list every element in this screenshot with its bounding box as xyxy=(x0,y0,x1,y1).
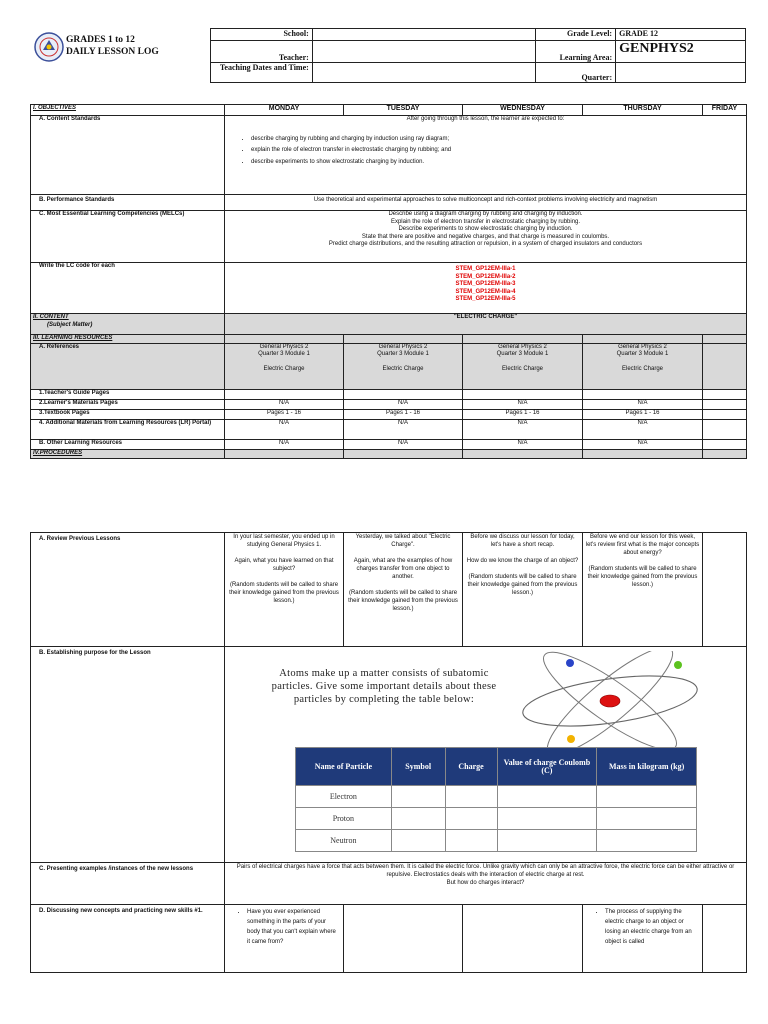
particle-header: Mass in kilogram (kg) xyxy=(597,748,697,786)
particle-header: Symbol xyxy=(391,748,445,786)
procedures-section: IV.PROCEDURES xyxy=(31,449,225,458)
lm-value: N/A xyxy=(344,399,463,409)
day-tuesday: TUESDAY xyxy=(344,105,463,116)
other-value: N/A xyxy=(583,439,703,449)
header-table xyxy=(210,28,746,83)
melc-label: C. Most Essential Learning Competencies (MELCs) xyxy=(31,211,225,263)
deped-logo xyxy=(34,32,64,62)
tg-label: 1.Teacher's Guide Pages xyxy=(31,389,225,399)
electron-dot xyxy=(674,661,682,669)
addl-value: N/A xyxy=(583,419,703,439)
teacher-field[interactable] xyxy=(312,41,535,63)
particle-mass-cell[interactable] xyxy=(597,786,697,808)
day-friday: FRIDAY xyxy=(703,105,747,116)
lc-code: STEM_GP12EM-IIIa-5 xyxy=(455,296,516,302)
melc-line: Explain the role of electron transfer in electrostatic charging by rubbing. xyxy=(390,218,581,225)
melc-cell xyxy=(225,211,747,263)
particle-header: Name of Particle xyxy=(296,748,392,786)
particle-value-cell[interactable] xyxy=(497,786,597,808)
ref-thursday xyxy=(583,343,703,389)
doc-title-line2: DAILY LESSON LOG xyxy=(66,47,159,57)
lc-code-label: Write the LC code for each xyxy=(31,263,225,314)
tb-value: Pages 1 - 16 xyxy=(225,409,344,419)
electron-dot xyxy=(566,659,574,667)
lesson-log-table xyxy=(30,104,747,459)
dates-field[interactable] xyxy=(312,63,535,83)
review-text: Yesterday, we talked about "Electric Charge". xyxy=(355,534,451,548)
lc-code: STEM_GP12EM-IIIa-1 xyxy=(455,266,516,272)
review-text: Again, what are the examples of how charges transfer from one object to another. xyxy=(353,558,453,580)
ref-wednesday xyxy=(463,343,583,389)
content-bullet: • describe charging by rubbing and charging by induction using ray diagram; xyxy=(251,136,746,144)
particle-table xyxy=(295,747,697,852)
review-text: (Random students will be called to share their knowledge gained from the previous lesson.) xyxy=(467,574,578,596)
examples-question: But how do charges interact? xyxy=(446,880,525,886)
performance-label: B. Performance Standards xyxy=(31,195,225,211)
tb-value: Pages 1 - 16 xyxy=(583,409,703,419)
objectives-section: I. OBJECTIVES xyxy=(31,105,225,116)
review-text: (Random students will be called to share their knowledge gained from the previous lesson.) xyxy=(229,582,339,604)
lm-value: N/A xyxy=(463,399,583,409)
melc-line: Describe experiments to show electrostatic charging by induction. xyxy=(398,226,573,232)
doc-title-line1: GRADES 1 to 12 xyxy=(66,35,135,45)
school-label: School: xyxy=(211,29,313,41)
lc-codes-cell xyxy=(225,263,747,314)
purpose-prompt: Atoms make up a matter consists of subatomic particles. Give some important details about these particles by completing the table below: xyxy=(271,668,497,705)
other-value: N/A xyxy=(225,439,344,449)
ref-line: General Physics 2 xyxy=(378,343,428,350)
grade-level-label: Grade Level: xyxy=(536,29,616,41)
particle-charge-cell[interactable] xyxy=(445,830,497,852)
learning-area-value[interactable]: GENPHYS2 xyxy=(616,41,746,63)
content-intro: After going through this lesson, the learner are expected to: xyxy=(406,116,565,122)
ref-line: General Physics 2 xyxy=(618,343,667,350)
resources-section: III. LEARNING RESOURCES xyxy=(31,335,225,344)
review-text: Again, what you have learned on that subject? xyxy=(234,558,334,572)
ref-line: General Physics 2 xyxy=(259,343,309,350)
particle-mass-cell[interactable] xyxy=(597,808,697,830)
ref-monday xyxy=(225,343,344,389)
examples-label: C. Presenting examples /instances of the new lessons xyxy=(31,863,225,905)
content-bullet: • explain the role of electron transfer in electrostatic charging by rubbing; and xyxy=(251,147,746,155)
lc-code: STEM_GP12EM-IIIa-4 xyxy=(455,288,516,295)
particle-value-cell[interactable] xyxy=(497,808,597,830)
purpose-cell xyxy=(225,647,747,863)
school-field[interactable] xyxy=(312,29,535,41)
atom-nucleus xyxy=(600,695,620,707)
other-label: B. Other Learning Resources xyxy=(31,439,225,449)
content-value: "ELECTRIC CHARGE" xyxy=(225,314,747,335)
review-text: In your last semester, you ended up in studying General Physics 1. xyxy=(233,534,335,548)
particle-mass-cell[interactable] xyxy=(597,830,697,852)
ref-line: Electric Charge xyxy=(263,365,305,372)
addl-value: N/A xyxy=(463,419,583,439)
content-bullet: • describe experiments to show electrostatic charging by induction. xyxy=(251,159,746,167)
discuss-bullet: • The process of supplying the electric charge to an object or losing an electric charge from an object is called xyxy=(605,907,696,947)
review-text: Before we end our lesson for this week, let's review first what is the major concepts about energy? xyxy=(585,534,700,556)
grade-level-value[interactable]: GRADE 12 xyxy=(616,29,746,41)
examples-cell xyxy=(225,863,747,905)
lm-label: 2.Learner's Materials Pages xyxy=(31,399,225,409)
ref-line: Electric Charge xyxy=(501,365,543,372)
day-wednesday: WEDNESDAY xyxy=(463,105,583,116)
particle-symbol-cell[interactable] xyxy=(391,830,445,852)
quarter-label: Quarter: xyxy=(536,63,616,83)
addl-value: N/A xyxy=(225,419,344,439)
doc-title xyxy=(66,34,159,58)
ref-line: Quarter 3 Module 1 xyxy=(496,351,549,357)
ref-line: Quarter 3 Module 1 xyxy=(616,351,669,357)
discuss-thursday xyxy=(583,905,703,973)
day-monday: MONDAY xyxy=(225,105,344,116)
particle-header: Charge xyxy=(445,748,497,786)
ref-line: General Physics 2 xyxy=(498,343,547,350)
lm-value: N/A xyxy=(225,399,344,409)
particle-name: Electron xyxy=(296,786,392,808)
content-section-title: II. CONTENT xyxy=(33,314,69,320)
particle-charge-cell[interactable] xyxy=(445,808,497,830)
examples-text: Pairs of electrical charges have a force that acts between them. It is called the electric force. Unlike gravity which can only be an attractive force, the electric force can be either attractive or repulsive. Electrostatics deals with the interaction of electric charge at rest. xyxy=(236,864,735,878)
review-text: How do we know the charge of an object? xyxy=(466,558,579,564)
review-thursday xyxy=(583,533,703,647)
references-label: A. References xyxy=(31,343,225,389)
ref-line: Quarter 3 Module 1 xyxy=(258,351,310,357)
review-monday xyxy=(225,533,344,647)
particle-header: Value of charge Coulomb (C) xyxy=(497,748,597,786)
atom-illustration xyxy=(515,651,705,751)
performance-text: Use theoretical and experimental approaches to solve multiconcept and rich-context problems involving electricity and magnetism xyxy=(225,195,747,211)
other-value: N/A xyxy=(344,439,463,449)
review-label: A. Review Previous Lessons xyxy=(31,533,225,647)
ref-line: Quarter 3 Module 1 xyxy=(377,351,429,357)
addl-value: N/A xyxy=(344,419,463,439)
particle-charge-cell[interactable] xyxy=(445,786,497,808)
melc-line: Predict charge distributions, and the resulting attraction or repulsion, in a system of charged insulators and conductors xyxy=(328,241,643,247)
review-text: (Random students will be called to share their knowledge gained from the previous lesson.) xyxy=(348,590,458,612)
addl-label: 4. Additional Materials from Learning Resources (LR) Portal) xyxy=(31,419,225,439)
melc-line: Describe using a diagram charging by rubbing and charging by induction. xyxy=(388,211,583,217)
tb-value: Pages 1 - 16 xyxy=(344,409,463,419)
other-value: N/A xyxy=(463,439,583,449)
lc-code: STEM_GP12EM-IIIa-2 xyxy=(455,273,516,280)
quarter-value[interactable] xyxy=(616,63,746,83)
particle-value-cell[interactable] xyxy=(497,830,597,852)
discuss-monday xyxy=(225,905,344,973)
content-section-sub: (Subject Matter) xyxy=(47,321,93,328)
particle-symbol-cell[interactable] xyxy=(391,786,445,808)
particle-name: Neutron xyxy=(296,830,392,852)
content-section xyxy=(31,314,225,335)
review-wednesday xyxy=(463,533,583,647)
tb-label: 3.Textbook Pages xyxy=(31,409,225,419)
teacher-label: Teacher: xyxy=(211,41,313,63)
electron-dot xyxy=(567,735,575,743)
particle-name: Proton xyxy=(296,808,392,830)
lm-value: N/A xyxy=(583,399,703,409)
day-thursday: THURSDAY xyxy=(583,105,703,116)
ref-tuesday xyxy=(344,343,463,389)
ref-line: Electric Charge xyxy=(621,365,663,372)
content-standards-label: A. Content Standards xyxy=(31,116,225,195)
purpose-label: B. Establishing purpose for the Lesson xyxy=(31,647,225,863)
learning-area-label: Learning Area: xyxy=(536,41,616,63)
review-text: Before we discuss our lesson for today, let's have a short recap. xyxy=(470,534,575,548)
content-standards-cell xyxy=(225,116,747,195)
ref-line: Electric Charge xyxy=(382,365,424,372)
review-text: (Random students will be called to share their knowledge gained from the previous lesson.) xyxy=(587,566,698,588)
discuss-bullet: • Have you ever experienced something in the parts of your body that you can't explain where it came from? xyxy=(247,907,337,947)
procedures-table xyxy=(30,532,747,973)
review-tuesday xyxy=(344,533,463,647)
discuss-label: D. Discussing new concepts and practicing new skills #1. xyxy=(31,905,225,973)
dates-label: Teaching Dates and Time: xyxy=(211,63,313,83)
lc-code: STEM_GP12EM-IIIa-3 xyxy=(455,281,516,287)
melc-line: State that there are positive and negative charges, and that charge is measured in coulombs. xyxy=(361,233,610,240)
particle-symbol-cell[interactable] xyxy=(391,808,445,830)
tb-value: Pages 1 - 16 xyxy=(463,409,583,419)
